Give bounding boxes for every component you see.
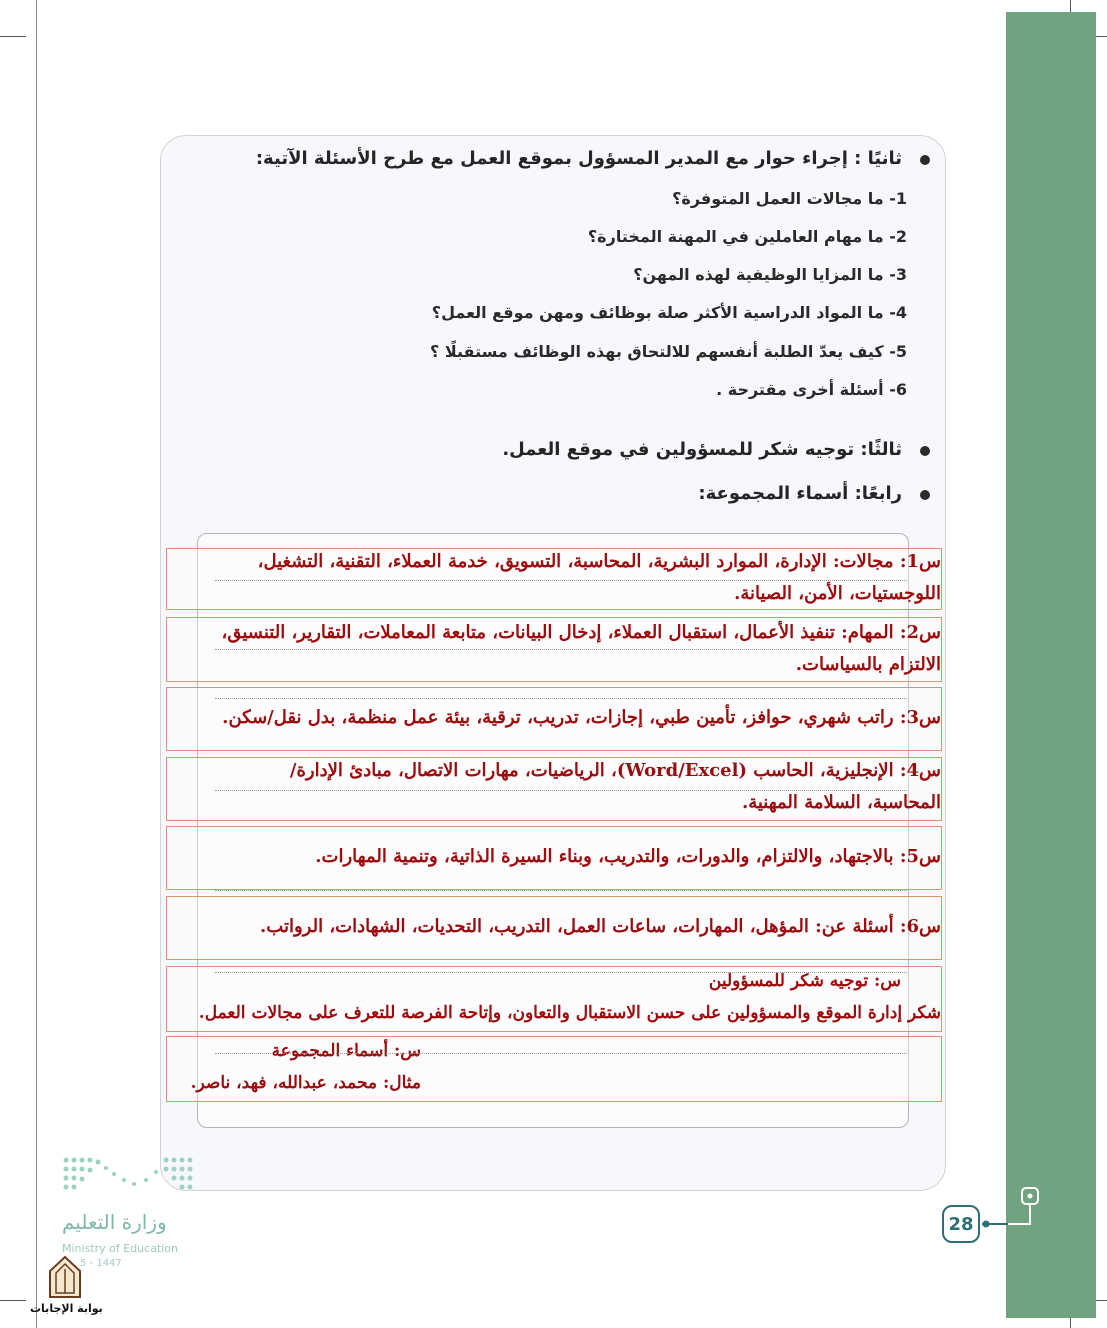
crop-mark [0, 1300, 26, 1301]
section-3-heading: ثالثًا: توجيه شكر للمسؤولين في موقع العمل. [502, 439, 902, 460]
answer-7-line-1: س: توجيه شكر للمسؤولين [708, 971, 901, 991]
question-1: 1- ما مجالات العمل المتوفرة؟ [672, 189, 907, 208]
page-number: 28 [942, 1205, 980, 1243]
question-2: 2- ما مهام العاملين في المهنة المختارة؟ [587, 227, 907, 246]
answer-1-line-1: س1: مجالات: الإدارة، الموارد البشرية، المحاسبة، التسويق، خدمة العملاء، التقنية، التشغيل، [257, 551, 941, 572]
dotted-line [215, 790, 907, 791]
answer-box-8 [166, 1036, 942, 1102]
question-5: 5- كيف يعدّ الطلبة أنفسهم للالتحاق بهذه الوظائف مستقبلًا ؟ [430, 342, 907, 361]
ministry-logo-icon [60, 1150, 200, 1205]
answer-6-line-1: س6: أسئلة عن: المؤهل، المهارات، ساعات العمل، التدريب، التحديات، الشهادات، الرواتب. [260, 916, 941, 937]
page-connector-icon [978, 1185, 1048, 1235]
ministry-name-arabic: وزارة التعليم [62, 1210, 167, 1234]
answer-3-line-1: س3: راتب شهري، حوافز، تأمين طبي، إجازات، تدريب، ترقية، بيئة عمل منظمة، بدل نقل/سكن. [222, 707, 941, 728]
answer-8-line-2: مثال: محمد، عبدالله، فهد، ناصر. [190, 1073, 421, 1093]
crop-mark [0, 36, 26, 37]
dotted-line [215, 580, 907, 581]
answer-8-line-1: س: أسماء المجموعة [271, 1041, 421, 1061]
answer-7-line-2: شكر إدارة الموقع والمسؤولين على حسن الاستقبال والتعاون، وإتاحة الفرصة للتعرف على مجالات العمل. [198, 1003, 941, 1023]
dotted-line [215, 1053, 907, 1054]
dotted-line [215, 972, 907, 973]
answer-box-3 [166, 687, 942, 751]
side-band [1006, 12, 1096, 1318]
answer-box-1 [166, 548, 942, 610]
answer-4-line-2: المحاسبة، السلامة المهنية. [741, 792, 941, 813]
answer-2-line-1: س2: المهام: تنفيذ الأعمال، استقبال العملاء، إدخال البيانات، متابعة المعاملات، التقارير، التنسيق، [221, 622, 941, 643]
site-label: بوابة الإجابات [30, 1302, 103, 1315]
bullet-icon [920, 446, 930, 456]
answer-1-line-2: اللوجستيات، الأمن، الصيانة. [734, 583, 941, 604]
answer-box-5 [166, 826, 942, 890]
dotted-line [215, 698, 907, 699]
question-4: 4- ما المواد الدراسية الأكثر صلة بوظائف ومهن موقع العمل؟ [431, 303, 907, 322]
site-logo-icon [44, 1255, 86, 1301]
bullet-icon [920, 490, 930, 500]
dotted-line [215, 649, 907, 650]
crop-mark [36, 0, 37, 1328]
answer-box-6 [166, 896, 942, 960]
section-2-heading: ثانيًا : إجراء حوار مع المدير المسؤول بموقع العمل مع طرح الأسئلة الآتية: [255, 148, 902, 169]
question-6: 6- أسئلة أخرى مقترحة . [716, 380, 907, 399]
answer-box-7 [166, 966, 942, 1032]
section-4-heading: رابعًا: أسماء المجموعة: [698, 483, 902, 504]
answer-box-4 [166, 757, 942, 821]
bullet-icon [920, 155, 930, 165]
dotted-line [215, 890, 907, 891]
answer-2-line-2: الالتزام بالسياسات. [795, 654, 941, 675]
answer-4-line-1: س4: الإنجليزية، الحاسب (Word/Excel)، الرياضيات، مهارات الاتصال، مبادئ الإدارة/ [289, 760, 941, 781]
answer-5-line-1: س5: بالاجتهاد، والالتزام، والدورات، والتدريب، وبناء السيرة الذاتية، وتنمية المهارات. [315, 846, 941, 867]
ministry-name-english: Ministry of Education [62, 1242, 179, 1255]
question-3: 3- ما المزايا الوظيفية لهذه المهن؟ [633, 265, 907, 284]
ministry-year: 5 - 1447 [80, 1258, 122, 1269]
